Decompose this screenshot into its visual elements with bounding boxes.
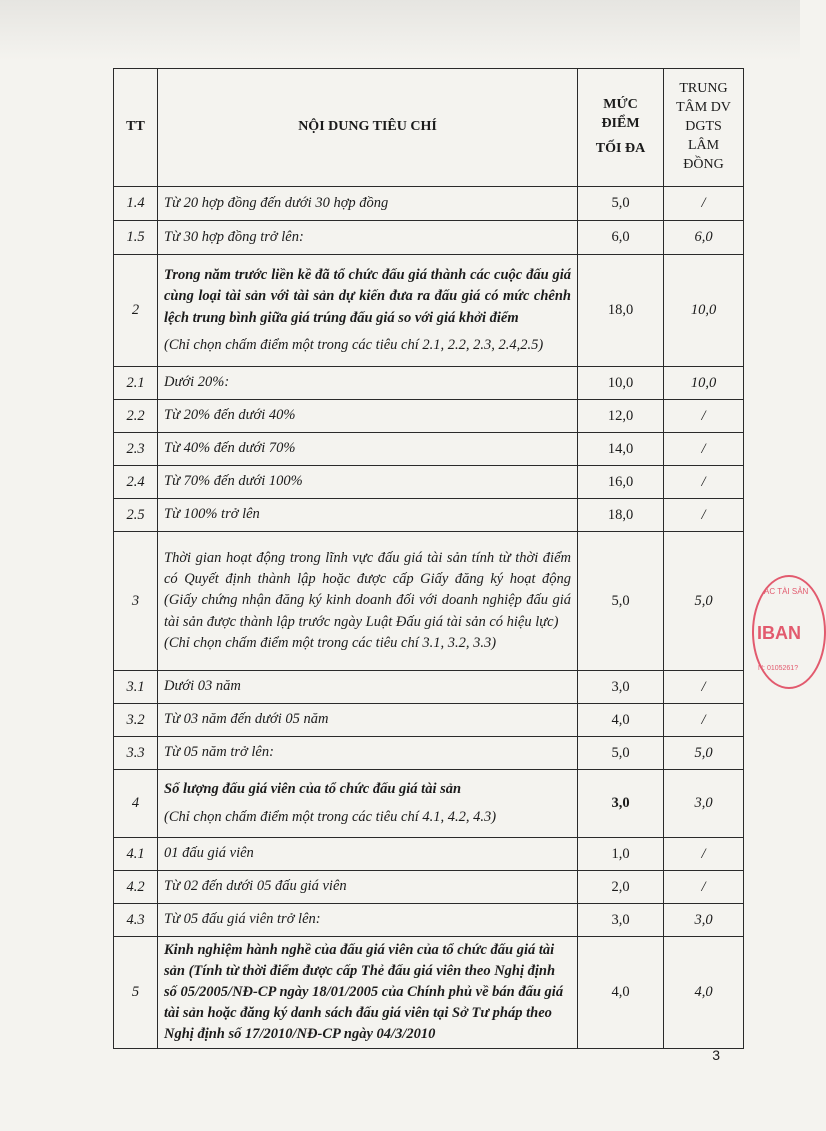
row-tt: 1.4 (114, 187, 158, 221)
row-score: / (664, 671, 744, 704)
row-tt: 3 (114, 532, 158, 671)
row-max: 2,0 (578, 871, 664, 904)
row-max: 5,0 (578, 737, 664, 770)
row-max: 16,0 (578, 466, 664, 499)
row-score: / (664, 187, 744, 221)
row-score: / (664, 704, 744, 737)
table-row (114, 187, 744, 221)
table-row (114, 499, 744, 532)
row-content: Từ 20% đến dưới 40% (158, 400, 578, 433)
row-tt: 3.3 (114, 737, 158, 770)
row-score: 5,0 (664, 532, 744, 671)
scan-shading (0, 0, 800, 60)
row-max: 6,0 (578, 221, 664, 255)
row-max: 12,0 (578, 400, 664, 433)
row-tt: 4 (114, 770, 158, 838)
row-tt: 4.3 (114, 904, 158, 937)
row-tt: 2.1 (114, 367, 158, 400)
stamp-middle-text: IBAN (757, 623, 801, 643)
row-max: 10,0 (578, 367, 664, 400)
row-score: 10,0 (664, 255, 744, 367)
table-row (114, 466, 744, 499)
row-content-main: Số lượng đấu giá viên của tổ chức đấu giá tài sản (164, 781, 462, 798)
header-tt: TT (114, 69, 158, 187)
header-row (114, 69, 744, 187)
row-content: 01 đấu giá viên (158, 838, 578, 871)
table-row (114, 904, 744, 937)
row-score: 5,0 (664, 737, 744, 770)
table-row (114, 770, 744, 838)
row-content: Từ 100% trở lên (158, 499, 578, 532)
row-content (158, 255, 578, 367)
row-max: 18,0 (578, 499, 664, 532)
row-content: Kinh nghiệm hành nghề của đấu giá viên của tổ chức đấu giá tài sản (Tính từ thời điểm được cấp Thẻ đấu giá viên theo Nghị định số 05/2005/NĐ-CP ngày 18/01/2005 của Chính phủ về bán đấu giá tài sản hoặc đăng ký danh sách đấu giá viên tại Sở Tư pháp theo Nghị định số 17/2010/NĐ-CP ngày 04/3/2010 (158, 937, 578, 1049)
row-score: 4,0 (664, 937, 744, 1049)
row-max: 4,0 (578, 937, 664, 1049)
row-tt: 4.2 (114, 871, 158, 904)
row-content-main: Trong năm trước liền kề đã tổ chức đấu giá thành các cuộc đấu giá cùng loại tài sản với tài sản dự kiến đưa ra đấu giá có mức chênh lệch trung bình giữa giá trúng đấu giá so với giá khởi điểm (164, 267, 571, 326)
row-content: Từ 40% đến dưới 70% (158, 433, 578, 466)
header-max-line: MỨC (603, 97, 638, 113)
row-max: 1,0 (578, 838, 664, 871)
header-max-line: ĐIỂM (601, 116, 640, 132)
header-center (664, 69, 744, 187)
row-content-note: (Chỉ chọn chấm điểm một trong các tiêu chí 2.1, 2.2, 2.3, 2.4,2.5) (164, 336, 544, 353)
table-row (114, 400, 744, 433)
table-row (114, 433, 744, 466)
table-row (114, 255, 744, 367)
row-content: Dưới 20%: (158, 367, 578, 400)
row-tt: 5 (114, 937, 158, 1049)
row-max: 5,0 (578, 532, 664, 671)
row-max: 3,0 (578, 671, 664, 704)
table-row (114, 937, 744, 1049)
row-score: / (664, 871, 744, 904)
row-content (158, 532, 578, 671)
row-content: Từ 70% đến dưới 100% (158, 466, 578, 499)
header-center-line: TÂM DV (676, 100, 731, 116)
row-max: 3,0 (578, 904, 664, 937)
row-content-note: (Chỉ chọn chấm điểm một trong các tiêu chí 3.1, 3.2, 3.3) (164, 634, 497, 651)
row-content: Từ 05 đấu giá viên trở lên: (158, 904, 578, 937)
table-row (114, 737, 744, 770)
header-content: NỘI DUNG TIÊU CHÍ (158, 69, 578, 187)
row-max: 18,0 (578, 255, 664, 367)
row-max: 4,0 (578, 704, 664, 737)
row-content: Từ 03 năm đến dưới 05 năm (158, 704, 578, 737)
page-number: 3 (712, 1047, 720, 1063)
stamp-top-text: ÁC TÀI SẢN (764, 587, 809, 596)
table-row (114, 367, 744, 400)
row-content: Từ 20 hợp đồng đến dưới 30 hợp đồng (158, 187, 578, 221)
row-score: / (664, 499, 744, 532)
row-max: 14,0 (578, 433, 664, 466)
row-max: 3,0 (578, 770, 664, 838)
row-score: 6,0 (664, 221, 744, 255)
table-row (114, 838, 744, 871)
criteria-table (113, 68, 744, 1049)
row-content: Từ 30 hợp đồng trở lên: (158, 221, 578, 255)
row-content-note: (Chỉ chọn chấm điểm một trong các tiêu chí 4.1, 4.2, 4.3) (164, 808, 497, 825)
row-score: / (664, 466, 744, 499)
row-tt: 2.4 (114, 466, 158, 499)
row-tt: 4.1 (114, 838, 158, 871)
row-content: Dưới 03 năm (158, 671, 578, 704)
header-center-line: LÂM (687, 137, 720, 153)
row-score: 10,0 (664, 367, 744, 400)
table-row (114, 671, 744, 704)
row-score: 3,0 (664, 904, 744, 937)
table-row (114, 221, 744, 255)
row-tt: 2 (114, 255, 158, 367)
row-score: / (664, 838, 744, 871)
row-score: / (664, 400, 744, 433)
row-tt: 2.2 (114, 400, 158, 433)
stamp-bottom-text: N: 0105261? (758, 665, 799, 672)
row-max: 5,0 (578, 187, 664, 221)
row-tt: 2.5 (114, 499, 158, 532)
row-tt: 3.1 (114, 671, 158, 704)
row-content: Từ 05 năm trở lên: (158, 737, 578, 770)
table-row (114, 871, 744, 904)
header-center-line: TRUNG (679, 81, 728, 97)
row-tt: 1.5 (114, 221, 158, 255)
table-row (114, 532, 744, 671)
row-score: / (664, 433, 744, 466)
row-tt: 2.3 (114, 433, 158, 466)
row-content-main: Thời gian hoạt động trong lĩnh vực đấu giá tài sản tính từ thời điểm có Quyết định thành lập hoặc được cấp Giấy đăng ký hoạt động (Giấy chứng nhận đăng ký kinh doanh đối với doanh nghiệp đấu giá tài sản được thành lập trước ngày Luật Đấu giá tài sản có hiệu lực) (164, 550, 571, 630)
company-stamp (752, 575, 826, 689)
header-center-line: ĐỒNG (683, 156, 724, 172)
header-center-line: DGTS (685, 119, 722, 135)
table-row (114, 704, 744, 737)
header-max-score (578, 69, 664, 187)
row-tt: 3.2 (114, 704, 158, 737)
row-content: Từ 02 đến dưới 05 đấu giá viên (158, 871, 578, 904)
row-content (158, 770, 578, 838)
header-max-line: TỐI ĐA (595, 140, 646, 156)
row-score: 3,0 (664, 770, 744, 838)
